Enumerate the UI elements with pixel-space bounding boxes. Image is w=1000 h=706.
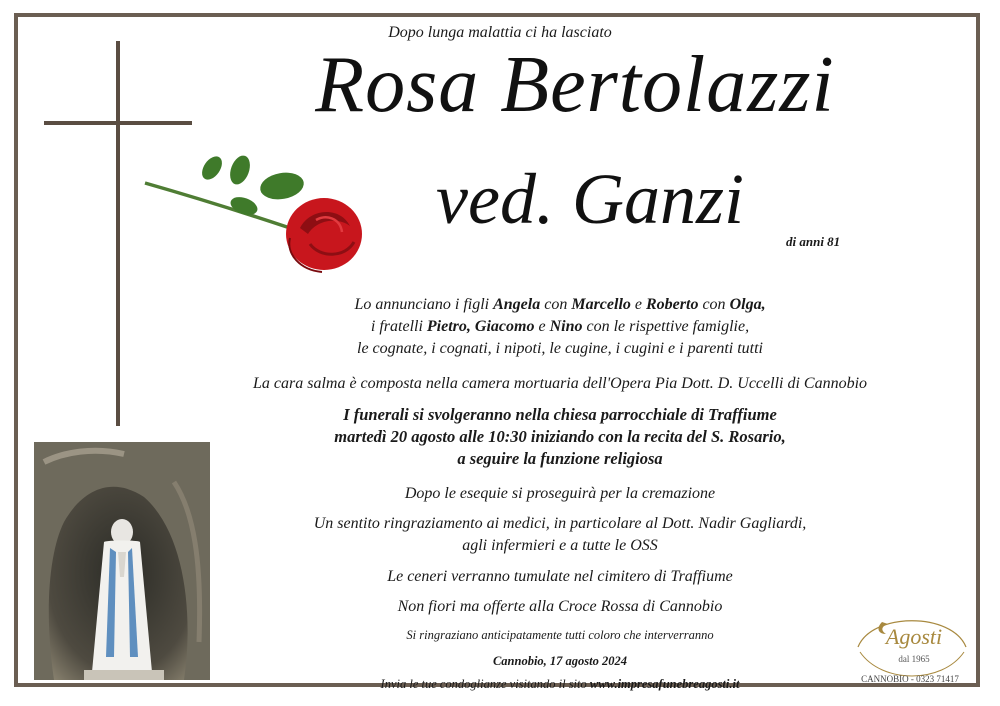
announcement-line-3: le cognate, i cognati, i nipoti, le cugine, i cugini e i parenti tutti xyxy=(357,340,763,357)
salma-line: La cara salma è composta nella camera mortuaria dell'Opera Pia Dott. D. Uccelli di Cannobio xyxy=(252,375,868,392)
announcement-line-1: Lo annunciano i figli Angela con Marcello e Roberto con Olga, xyxy=(354,296,766,313)
funeral-line-3: a seguire la funzione religiosa xyxy=(457,449,663,468)
intro-text: Dopo lunga malattia ci ha lasciato xyxy=(388,24,612,41)
funeral-block xyxy=(215,404,905,470)
date-place-line: Cannobio, 17 agosto 2024 xyxy=(492,654,628,668)
cross-vertical-bar xyxy=(116,41,120,426)
rose-icon xyxy=(140,148,370,280)
deceased-name: Rosa Bertolazzi xyxy=(315,41,835,129)
deceased-married-name: ved. Ganzi xyxy=(436,159,744,239)
funeral-line-2: martedì 20 agosto alle 10:30 iniziando con la recita del S. Rosario, xyxy=(334,427,786,446)
thanks-line-2: agli infermieri e a tutte le OSS xyxy=(462,537,658,554)
advance-thanks-line: Si ringraziano anticipatamente tutti coloro che interverranno xyxy=(406,628,714,642)
funeral-line-1: I funerali si svolgeranno nella chiesa parrocchiale di Traffiume xyxy=(343,405,777,424)
cross-horizontal-bar xyxy=(44,121,192,125)
age-label: di anni 81 xyxy=(786,234,841,249)
condolences-site-link[interactable]: www.impresafunebreagosti.it xyxy=(589,677,740,691)
announcement-line-2: i fratelli Pietro, Giacomo e Nino con le rispettive famiglie, xyxy=(370,318,750,335)
logo-name: Agosti xyxy=(885,624,943,649)
flowers-line: Non fiori ma offerte alla Croce Rossa di Cannobio xyxy=(397,598,723,615)
thanks-block xyxy=(215,513,905,557)
ashes-line: Le ceneri verranno tumulate nel cimitero di Traffiume xyxy=(387,568,733,585)
cremation-line: Dopo le esequie si proseguirà per la cremazione xyxy=(404,485,716,502)
thanks-line-1: Un sentito ringraziamento ai medici, in particolare al Dott. Nadir Gagliardi, xyxy=(313,515,807,532)
madonna-grotto-photo xyxy=(34,442,210,680)
announcement-block xyxy=(215,294,905,360)
logo-footer: CANNOBIO - 0323 71417 xyxy=(861,674,959,684)
logo-since: dal 1965 xyxy=(898,654,930,664)
condolences-line: Invia le tue condoglianze visitando il sito www.impresafunebreagosti.it xyxy=(380,677,740,691)
